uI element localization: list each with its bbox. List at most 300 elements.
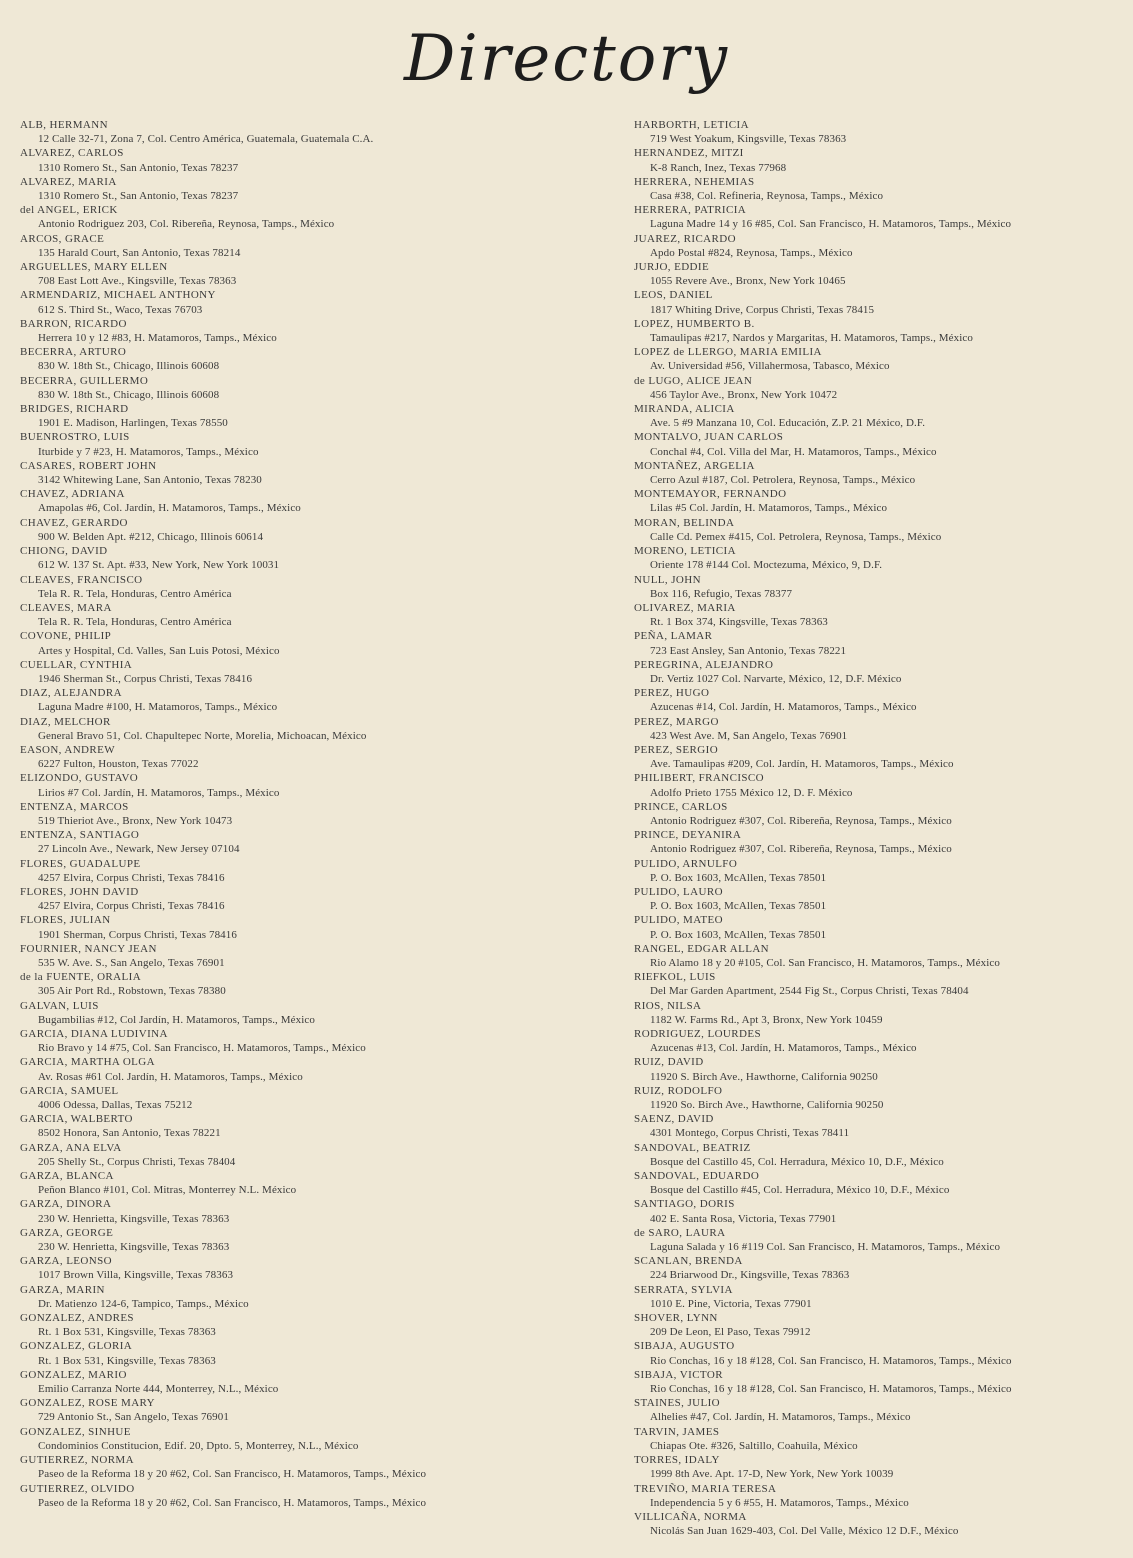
directory-column-right: [634, 118, 1129, 1538]
entry-address: Lilas #5 Col. Jardín, H. Matamoros, Tamps., México: [650, 502, 888, 515]
directory-entry: [20, 573, 560, 601]
entry-name: MONTEMAYOR, FERNANDO: [634, 488, 787, 501]
entry-address: Alhelies #47, Col. Jardín, H. Matamoros, Tamps., México: [650, 1411, 911, 1424]
entry-address: General Bravo 51, Col. Chapultepec Norte, Morelia, Michoacan, México: [38, 729, 367, 742]
entry-name: GARCIA, MARTHA OLGA: [20, 1056, 155, 1069]
entry-address: Paseo de la Reforma 18 y 20 #62, Col. San Francisco, H. Matamoros, Tamps., México: [38, 1496, 427, 1509]
directory-entry: [20, 1027, 560, 1055]
directory-entry: [634, 1482, 1129, 1510]
entry-address: Adolfo Prieto 1755 México 12, D. F. México: [650, 786, 853, 799]
directory-entry: [634, 1368, 1129, 1396]
directory-entry: [634, 374, 1129, 402]
entry-name: RUIZ, RODOLFO: [634, 1084, 723, 1097]
entry-name: PRINCE, DEYANIRA: [634, 829, 742, 842]
entry-name: JURJO, EDDIE: [634, 261, 710, 274]
directory-entry: [634, 146, 1129, 174]
directory-entry: [634, 1339, 1129, 1367]
entry-name: CLEAVES, MARA: [20, 601, 112, 614]
entry-name: FOURNIER, NANCY JEAN: [20, 942, 157, 955]
entry-address: 205 Shelly St., Corpus Christi, Texas 78404: [38, 1155, 236, 1168]
entry-address: 224 Briarwood Dr., Kingsville, Texas 78363: [650, 1269, 850, 1282]
entry-address: 612 W. 137 St. Apt. #33, New York, New York 10031: [38, 559, 280, 572]
entry-address: 3142 Whitewing Lane, San Antonio, Texas 78230: [38, 474, 262, 487]
directory-entry: [20, 203, 560, 231]
entry-address: Calle Cd. Pemex #415, Col. Petrolera, Reynosa, Tamps., México: [650, 530, 942, 543]
entry-name: SANDOVAL, BEATRIZ: [634, 1141, 751, 1154]
entry-name: JUAREZ, RICARDO: [634, 232, 736, 245]
entry-name: RODRIGUEZ, LOURDES: [634, 1028, 761, 1040]
directory-entry: [20, 1169, 560, 1197]
entry-address: Laguna Madre #100, H. Matamoros, Tamps., México: [38, 701, 278, 714]
entry-name: PHILIBERT, FRANCISCO: [634, 772, 764, 785]
entry-name: HERRERA, PATRICIA: [634, 204, 747, 217]
directory-entry: [634, 743, 1129, 771]
entry-name: PULIDO, LAURO: [634, 885, 723, 898]
entry-address: 830 W. 18th St., Chicago, Illinois 60608: [38, 360, 220, 373]
entry-address: 535 W. Ave. S., San Angelo, Texas 76901: [38, 956, 225, 969]
entry-address: Nicolás San Juan 1629-403, Col. Del Valle, México 12 D.F., México: [650, 1525, 959, 1538]
entry-name: CHAVEZ, ADRIANA: [20, 488, 125, 501]
directory-entry: [634, 1425, 1129, 1453]
entry-address: Laguna Salada y 16 #119 Col. San Francisco, H. Matamoros, Tamps., México: [650, 1241, 1001, 1254]
directory-column-left: [20, 118, 560, 1510]
directory-entry: [20, 345, 560, 373]
entry-address: 612 S. Third St., Waco, Texas 76703: [38, 303, 203, 316]
entry-address: 1310 Romero St., San Antonio, Texas 78237: [38, 190, 239, 203]
entry-address: 519 Thieriot Ave., Bronx, New York 10473: [38, 814, 233, 827]
directory-entry: [634, 402, 1129, 430]
entry-name: CUELLAR, CYNTHIA: [20, 658, 133, 671]
directory-entry: [20, 1055, 560, 1083]
entry-address: Oriente 178 #144 Col. Moctezuma, México, 9, D.F.: [650, 559, 883, 572]
entry-name: SANTIAGO, DORIS: [634, 1198, 735, 1211]
entry-name: FLORES, JULIAN: [20, 914, 111, 927]
entry-name: MORENO, LETICIA: [634, 545, 736, 558]
directory-entry: [634, 1226, 1129, 1254]
directory-entry: [20, 1311, 560, 1339]
directory-entry: [634, 1197, 1129, 1225]
directory-entry: [20, 743, 560, 771]
entry-address: Dr. Vertiz 1027 Col. Narvarte, México, 12, D.F. México: [650, 672, 902, 685]
entry-address: 423 West Ave. M, San Angelo, Texas 76901: [650, 729, 848, 742]
entry-address: 1182 W. Farms Rd., Apt 3, Bronx, New York 10459: [650, 1013, 883, 1026]
directory-entry: [20, 544, 560, 572]
directory-entry: [634, 771, 1129, 799]
entry-address: Rt. 1 Box 374, Kingsville, Texas 78363: [650, 616, 828, 629]
directory-entry: [634, 260, 1129, 288]
entry-name: PULIDO, MATEO: [634, 914, 723, 927]
directory-entry: [634, 459, 1129, 487]
entry-name: BECERRA, ARTURO: [20, 346, 127, 359]
entry-name: TREVIÑO, MARIA TERESA: [634, 1482, 777, 1495]
entry-address: Av. Universidad #56, Villahermosa, Tabasco, México: [650, 360, 890, 373]
entry-name: NULL, JOHN: [634, 573, 701, 586]
directory-entry: [20, 1226, 560, 1254]
directory-entry: [634, 118, 1129, 146]
entry-address: Azucenas #14, Col. Jardín, H. Matamoros, Tamps., México: [650, 701, 917, 714]
entry-name: PEREZ, MARGO: [634, 715, 719, 728]
entry-name: GONZALEZ, ROSE MARY: [20, 1397, 156, 1410]
directory-entry: [20, 1084, 560, 1112]
entry-name: ELIZONDO, GUSTAVO: [20, 772, 139, 785]
entry-name: DIAZ, ALEJANDRA: [20, 687, 122, 700]
directory-entry: [634, 1027, 1129, 1055]
directory-entry: [20, 1254, 560, 1282]
entry-address: Ave. 5 #9 Manzana 10, Col. Educación, Z.P. 21 México, D.F.: [650, 417, 926, 430]
directory-entry: [20, 175, 560, 203]
entry-address: P. O. Box 1603, McAllen, Texas 78501: [650, 928, 827, 941]
entry-name: MONTAÑEZ, ARGELIA: [634, 459, 755, 472]
entry-address: Condominios Constitucion, Edif. 20, Dpto. 5, Monterrey, N.L., México: [38, 1439, 359, 1452]
entry-name: GUTIERREZ, NORMA: [20, 1454, 134, 1467]
entry-address: 305 Air Port Rd., Robstown, Texas 78380: [38, 985, 226, 998]
entry-name: de SARO, LAURA: [634, 1226, 726, 1239]
directory-entry: [634, 828, 1129, 856]
directory-entry: [634, 516, 1129, 544]
page-title: Directory: [403, 22, 730, 96]
entry-name: SIBAJA, AUGUSTO: [634, 1340, 735, 1353]
directory-entry: [20, 487, 560, 515]
directory-entry: [634, 857, 1129, 885]
entry-name: SERRATA, SYLVIA: [634, 1283, 733, 1296]
entry-address: Herrera 10 y 12 #83, H. Matamoros, Tamps., México: [38, 332, 277, 345]
entry-address: Del Mar Garden Apartment, 2544 Fig St., Corpus Christi, Texas 78404: [650, 985, 969, 998]
directory-entry: [634, 1254, 1129, 1282]
directory-entry: [20, 402, 560, 430]
directory-entry: [634, 1112, 1129, 1140]
entry-address: 230 W. Henrietta, Kingsville, Texas 78363: [38, 1212, 230, 1225]
entry-name: ENTENZA, MARCOS: [20, 800, 129, 813]
entry-name: SHOVER, LYNN: [634, 1312, 718, 1325]
entry-address: 1999 8th Ave. Apt. 17-D, New York, New York 10039: [650, 1468, 894, 1481]
entry-address: Laguna Madre 14 y 16 #85, Col. San Francisco, H. Matamoros, Tamps., México: [650, 218, 1012, 231]
directory-entry: [20, 1482, 560, 1510]
entry-address: Rio Conchas, 16 y 18 #128, Col. San Francisco, H. Matamoros, Tamps., México: [650, 1383, 1012, 1396]
entry-name: VILLICAÑA, NORMA: [634, 1510, 747, 1523]
directory-entry: [634, 1510, 1129, 1538]
entry-address: 11920 S. Birch Ave., Hawthorne, California 90250: [650, 1070, 878, 1083]
entry-name: BRIDGES, RICHARD: [20, 403, 129, 416]
entry-name: GARZA, LEONSO: [20, 1255, 112, 1268]
entry-name: RUIZ, DAVID: [634, 1056, 704, 1069]
directory-entry: [634, 1453, 1129, 1481]
directory-entry: [20, 374, 560, 402]
entry-address: 4301 Montego, Corpus Christi, Texas 78411: [650, 1127, 850, 1140]
entry-address: Tela R. R. Tela, Honduras, Centro América: [38, 616, 232, 629]
entry-name: LOPEZ de LLERGO, MARIA EMILIA: [634, 346, 822, 359]
entry-name: LEOS, DANIEL: [634, 289, 713, 302]
directory-entry: [20, 913, 560, 941]
entry-address: Rio Conchas, 16 y 18 #128, Col. San Francisco, H. Matamoros, Tamps., México: [650, 1354, 1012, 1367]
entry-name: BUENROSTRO, LUIS: [20, 431, 130, 444]
entry-name: SANDOVAL, EDUARDO: [634, 1170, 760, 1183]
entry-name: ALB, HERMANN: [20, 119, 108, 131]
entry-name: BECERRA, GUILLERMO: [20, 374, 149, 387]
entry-name: ARMENDARIZ, MICHAEL ANTHONY: [20, 289, 216, 302]
entry-name: GALVAN, LUIS: [20, 999, 99, 1012]
directory-entry: [634, 573, 1129, 601]
entry-address: Bosque del Castillo #45, Col. Herradura, México 10, D.F., México: [650, 1184, 950, 1197]
directory-entry: [634, 288, 1129, 316]
entry-address: 1055 Revere Ave., Bronx, New York 10465: [650, 275, 846, 288]
entry-name: HARBORTH, LETICIA: [634, 119, 749, 131]
directory-entry: [20, 459, 560, 487]
directory-entry: [634, 1169, 1129, 1197]
entry-address: Tela R. R. Tela, Honduras, Centro América: [38, 587, 232, 600]
entry-name: TARVIN, JAMES: [634, 1425, 720, 1438]
entry-name: MORAN, BELINDA: [634, 516, 735, 529]
entry-name: STAINES, JULIO: [634, 1397, 720, 1410]
entry-address: 8502 Honora, San Antonio, Texas 78221: [38, 1127, 221, 1140]
directory-entry: [20, 771, 560, 799]
directory-entry: [20, 260, 560, 288]
entry-address: 135 Harald Court, San Antonio, Texas 78214: [38, 246, 241, 259]
entry-address: K-8 Ranch, Inez, Texas 77968: [650, 161, 787, 174]
entry-name: HERNANDEZ, MITZI: [634, 147, 744, 160]
entry-name: RANGEL, EDGAR ALLAN: [634, 942, 770, 955]
entry-name: del ANGEL, ERICK: [20, 204, 118, 217]
entry-name: GONZALEZ, GLORIA: [20, 1340, 133, 1353]
entry-name: SIBAJA, VICTOR: [634, 1368, 723, 1381]
directory-entry: [634, 232, 1129, 260]
entry-name: GONZALEZ, ANDRES: [20, 1312, 134, 1325]
entry-name: ALVAREZ, MARIA: [20, 175, 117, 188]
directory-entry: [634, 1055, 1129, 1083]
directory-entry: [20, 1339, 560, 1367]
entry-address: 4257 Elvira, Corpus Christi, Texas 78416: [38, 900, 225, 913]
directory-entry: [634, 487, 1129, 515]
entry-address: Bosque del Castillo 45, Col. Herradura, México 10, D.F., México: [650, 1155, 944, 1168]
entry-address: Independencia 5 y 6 #55, H. Matamoros, Tamps., México: [650, 1496, 909, 1509]
entry-address: 729 Antonio St., San Angelo, Texas 76901: [38, 1411, 229, 1424]
entry-name: TORRES, IDALY: [634, 1454, 720, 1467]
directory-entry: [20, 1368, 560, 1396]
entry-name: SAENZ, DAVID: [634, 1113, 714, 1126]
entry-address: 6227 Fulton, Houston, Texas 77022: [38, 758, 199, 771]
entry-name: PEÑA, LAMAR: [634, 630, 713, 643]
entry-name: GARZA, ANA ELVA: [20, 1141, 122, 1154]
entry-address: 230 W. Henrietta, Kingsville, Texas 78363: [38, 1241, 230, 1254]
directory-entry: [20, 715, 560, 743]
directory-entry: [20, 942, 560, 970]
directory-entry: [20, 317, 560, 345]
entry-name: RIOS, NILSA: [634, 999, 702, 1012]
entry-address: Paseo de la Reforma 18 y 20 #62, Col. San Francisco, H. Matamoros, Tamps., México: [38, 1468, 427, 1481]
directory-entry: [20, 430, 560, 458]
entry-name: FLORES, JOHN DAVID: [20, 885, 139, 898]
entry-name: ENTENZA, SANTIAGO: [20, 829, 140, 842]
entry-address: Antonio Rodriguez #307, Col. Ribereña, Reynosa, Tamps., México: [650, 843, 952, 856]
entry-address: Ave. Tamaulipas #209, Col. Jardín, H. Matamoros, Tamps., México: [650, 758, 954, 771]
directory-entry: [20, 1453, 560, 1481]
entry-address: 719 West Yoakum, Kingsville, Texas 78363: [650, 133, 847, 146]
entry-address: Casa #38, Col. Refineria, Reynosa, Tamps., México: [650, 190, 884, 203]
directory-entry: [634, 913, 1129, 941]
entry-address: Cerro Azul #187, Col. Petrolera, Reynosa, Tamps., México: [650, 474, 916, 487]
entry-name: ALVAREZ, CARLOS: [20, 147, 124, 160]
entry-address: Bugambilias #12, Col Jardín, H. Matamoros, Tamps., México: [38, 1013, 315, 1026]
entry-name: LOPEZ, HUMBERTO B.: [634, 317, 755, 330]
entry-address: 1946 Sherman St., Corpus Christi, Texas 78416: [38, 672, 253, 685]
directory-entry: [20, 828, 560, 856]
directory-entry: [20, 629, 560, 657]
entry-address: P. O. Box 1603, McAllen, Texas 78501: [650, 871, 827, 884]
entry-name: ARCOS, GRACE: [20, 232, 105, 245]
entry-address: 11920 So. Birch Ave., Hawthorne, California 90250: [650, 1099, 884, 1112]
directory-entry: [634, 715, 1129, 743]
entry-address: 900 W. Belden Apt. #212, Chicago, Illinois 60614: [38, 530, 264, 543]
entry-address: 1017 Brown Villa, Kingsville, Texas 78363: [38, 1269, 234, 1282]
directory-entry: [20, 857, 560, 885]
entry-name: BARRON, RICARDO: [20, 317, 127, 330]
directory-entry: [634, 629, 1129, 657]
entry-address: Amapolas #6, Col. Jardín, H. Matamoros, Tamps., México: [38, 502, 301, 515]
entry-address: Rt. 1 Box 531, Kingsville, Texas 78363: [38, 1326, 216, 1339]
directory-entry: [634, 345, 1129, 373]
entry-name: CASARES, ROBERT JOHN: [20, 459, 157, 472]
directory-entry: [634, 970, 1129, 998]
entry-name: GUTIERREZ, OLVIDO: [20, 1482, 135, 1495]
entry-name: PEREZ, HUGO: [634, 687, 710, 700]
directory-entry: [20, 601, 560, 629]
entry-address: 708 East Lott Ave., Kingsville, Texas 78363: [38, 275, 237, 288]
directory-entry: [20, 1283, 560, 1311]
entry-name: de la FUENTE, ORALIA: [20, 971, 142, 984]
entry-address: Lirios #7 Col. Jardín, H. Matamoros, Tamps., México: [38, 786, 280, 799]
directory-entry: [634, 430, 1129, 458]
entry-address: Rt. 1 Box 531, Kingsville, Texas 78363: [38, 1354, 216, 1367]
entry-address: P. O. Box 1603, McAllen, Texas 78501: [650, 900, 827, 913]
entry-name: ARGUELLES, MARY ELLEN: [20, 261, 168, 274]
entry-name: CHAVEZ, GERARDO: [20, 516, 128, 529]
entry-name: GARCIA, WALBERTO: [20, 1113, 133, 1126]
entry-address: Tamaulipas #217, Nardos y Margaritas, H. Matamoros, Tamps., México: [650, 332, 973, 345]
entry-name: PULIDO, ARNULFO: [634, 857, 738, 870]
directory-entry: [634, 999, 1129, 1027]
directory-entry: [20, 686, 560, 714]
entry-address: Artes y Hospital, Cd. Valles, San Luis Potosi, México: [38, 644, 280, 657]
entry-name: PEREZ, SERGIO: [634, 743, 719, 756]
entry-address: Antonio Rodriguez 203, Col. Ribereña, Reynosa, Tamps., México: [38, 218, 335, 231]
entry-address: Azucenas #13, Col. Jardín, H. Matamoros, Tamps., México: [650, 1042, 917, 1055]
entry-address: 1310 Romero St., San Antonio, Texas 78237: [38, 161, 239, 174]
entry-address: 402 E. Santa Rosa, Victoria, Texas 77901: [650, 1212, 837, 1225]
entry-name: EASON, ANDREW: [20, 743, 116, 756]
directory-entry: [634, 800, 1129, 828]
directory-entry: [634, 1283, 1129, 1311]
entry-address: Rio Alamo 18 y 20 #105, Col. San Francisco, H. Matamoros, Tamps., México: [650, 956, 1000, 969]
directory-entry: [634, 1396, 1129, 1424]
directory-entry: [20, 658, 560, 686]
directory-entry: [20, 970, 560, 998]
entry-address: 1901 E. Madison, Harlingen, Texas 78550: [38, 417, 228, 430]
entry-address: Peñon Blanco #101, Col. Mitras, Monterrey N.L. México: [38, 1184, 297, 1197]
entry-address: 830 W. 18th St., Chicago, Illinois 60608: [38, 388, 220, 401]
entry-name: GARZA, BLANCA: [20, 1170, 114, 1183]
entry-address: 1010 E. Pine, Victoria, Texas 77901: [650, 1297, 812, 1310]
entry-address: Dr. Matienzo 124-6, Tampico, Tamps., México: [38, 1297, 249, 1310]
directory-entry: [20, 800, 560, 828]
directory-entry: [20, 885, 560, 913]
entry-address: Emilio Carranza Norte 444, Monterrey, N.L., México: [38, 1383, 279, 1396]
directory-entry: [20, 1396, 560, 1424]
entry-address: 4257 Elvira, Corpus Christi, Texas 78416: [38, 871, 225, 884]
directory-entry: [634, 317, 1129, 345]
entry-address: 1817 Whiting Drive, Corpus Christi, Texas 78415: [650, 303, 875, 316]
entry-name: CLEAVES, FRANCISCO: [20, 573, 143, 586]
entry-address: 4006 Odessa, Dallas, Texas 75212: [38, 1099, 193, 1112]
entry-name: MIRANDA, ALICIA: [634, 403, 735, 416]
entry-name: de LUGO, ALICE JEAN: [634, 374, 753, 387]
entry-address: Antonio Rodriguez #307, Col. Ribereña, Reynosa, Tamps., México: [650, 814, 952, 827]
entry-address: 1901 Sherman, Corpus Christi, Texas 78416: [38, 928, 237, 941]
entry-name: GARZA, GEORGE: [20, 1226, 114, 1239]
directory-entry: [634, 544, 1129, 572]
directory-entry: [20, 118, 560, 146]
entry-address: 27 Lincoln Ave., Newark, New Jersey 07104: [38, 843, 240, 856]
directory-entry: [634, 1141, 1129, 1169]
directory-entry: [20, 288, 560, 316]
entry-address: 723 East Ansley, San Antonio, Texas 78221: [650, 644, 847, 657]
directory-entry: [634, 686, 1129, 714]
entry-address: Av. Rosas #61 Col. Jardín, H. Matamoros, Tamps., México: [38, 1070, 303, 1083]
entry-name: GONZALEZ, MARIO: [20, 1368, 127, 1381]
directory-entry: [20, 146, 560, 174]
entry-name: GARCIA, SAMUEL: [20, 1084, 119, 1097]
directory-entry: [20, 516, 560, 544]
entry-address: Conchal #4, Col. Villa del Mar, H. Matamoros, Tamps., México: [650, 445, 937, 458]
entry-name: GARCIA, DIANA LUDIVINA: [20, 1028, 168, 1040]
directory-entry: [20, 1197, 560, 1225]
entry-address: 209 De Leon, El Paso, Texas 79912: [650, 1326, 811, 1339]
entry-name: GARZA, DINORA: [20, 1198, 112, 1211]
directory-entry: [634, 203, 1129, 231]
entry-name: PRINCE, CARLOS: [634, 800, 728, 813]
directory-entry: [634, 1311, 1129, 1339]
entry-name: DIAZ, MELCHOR: [20, 715, 111, 728]
entry-name: PEREGRINA, ALEJANDRO: [634, 658, 774, 671]
entry-name: OLIVAREZ, MARIA: [634, 601, 736, 614]
entry-address: 456 Taylor Ave., Bronx, New York 10472: [650, 388, 838, 401]
directory-entry: [634, 1084, 1129, 1112]
directory-entry: [634, 942, 1129, 970]
entry-name: MONTALVO, JUAN CARLOS: [634, 431, 784, 444]
entry-address: Chiapas Ote. #326, Saltillo, Coahuila, México: [650, 1439, 858, 1452]
directory-entry: [20, 1141, 560, 1169]
directory-entry: [634, 658, 1129, 686]
entry-address: Box 116, Refugio, Texas 78377: [650, 587, 793, 600]
entry-address: 12 Calle 32-71, Zona 7, Col. Centro América, Guatemala, Guatemala C.A.: [38, 133, 374, 146]
entry-name: GARZA, MARIN: [20, 1283, 105, 1296]
entry-name: FLORES, GUADALUPE: [20, 857, 141, 870]
directory-entry: [634, 885, 1129, 913]
directory-entry: [20, 1112, 560, 1140]
entry-name: SCANLAN, BRENDA: [634, 1255, 743, 1268]
entry-name: HERRERA, NEHEMIAS: [634, 175, 755, 188]
entry-address: Apdo Postal #824, Reynosa, Tamps., México: [650, 246, 853, 259]
directory-entry: [20, 1425, 560, 1453]
entry-address: Iturbide y 7 #23, H. Matamoros, Tamps., México: [38, 445, 259, 458]
directory-entry: [634, 175, 1129, 203]
entry-name: RIEFKOL, LUIS: [634, 971, 716, 984]
entry-name: GONZALEZ, SINHUE: [20, 1425, 131, 1438]
directory-entry: [20, 232, 560, 260]
entry-name: CHIONG, DAVID: [20, 545, 108, 558]
entry-name: COVONE, PHILIP: [20, 630, 112, 643]
directory-entry: [634, 601, 1129, 629]
directory-entry: [20, 999, 560, 1027]
entry-address: Rio Bravo y 14 #75, Col. San Francisco, H. Matamoros, Tamps., México: [38, 1042, 366, 1055]
